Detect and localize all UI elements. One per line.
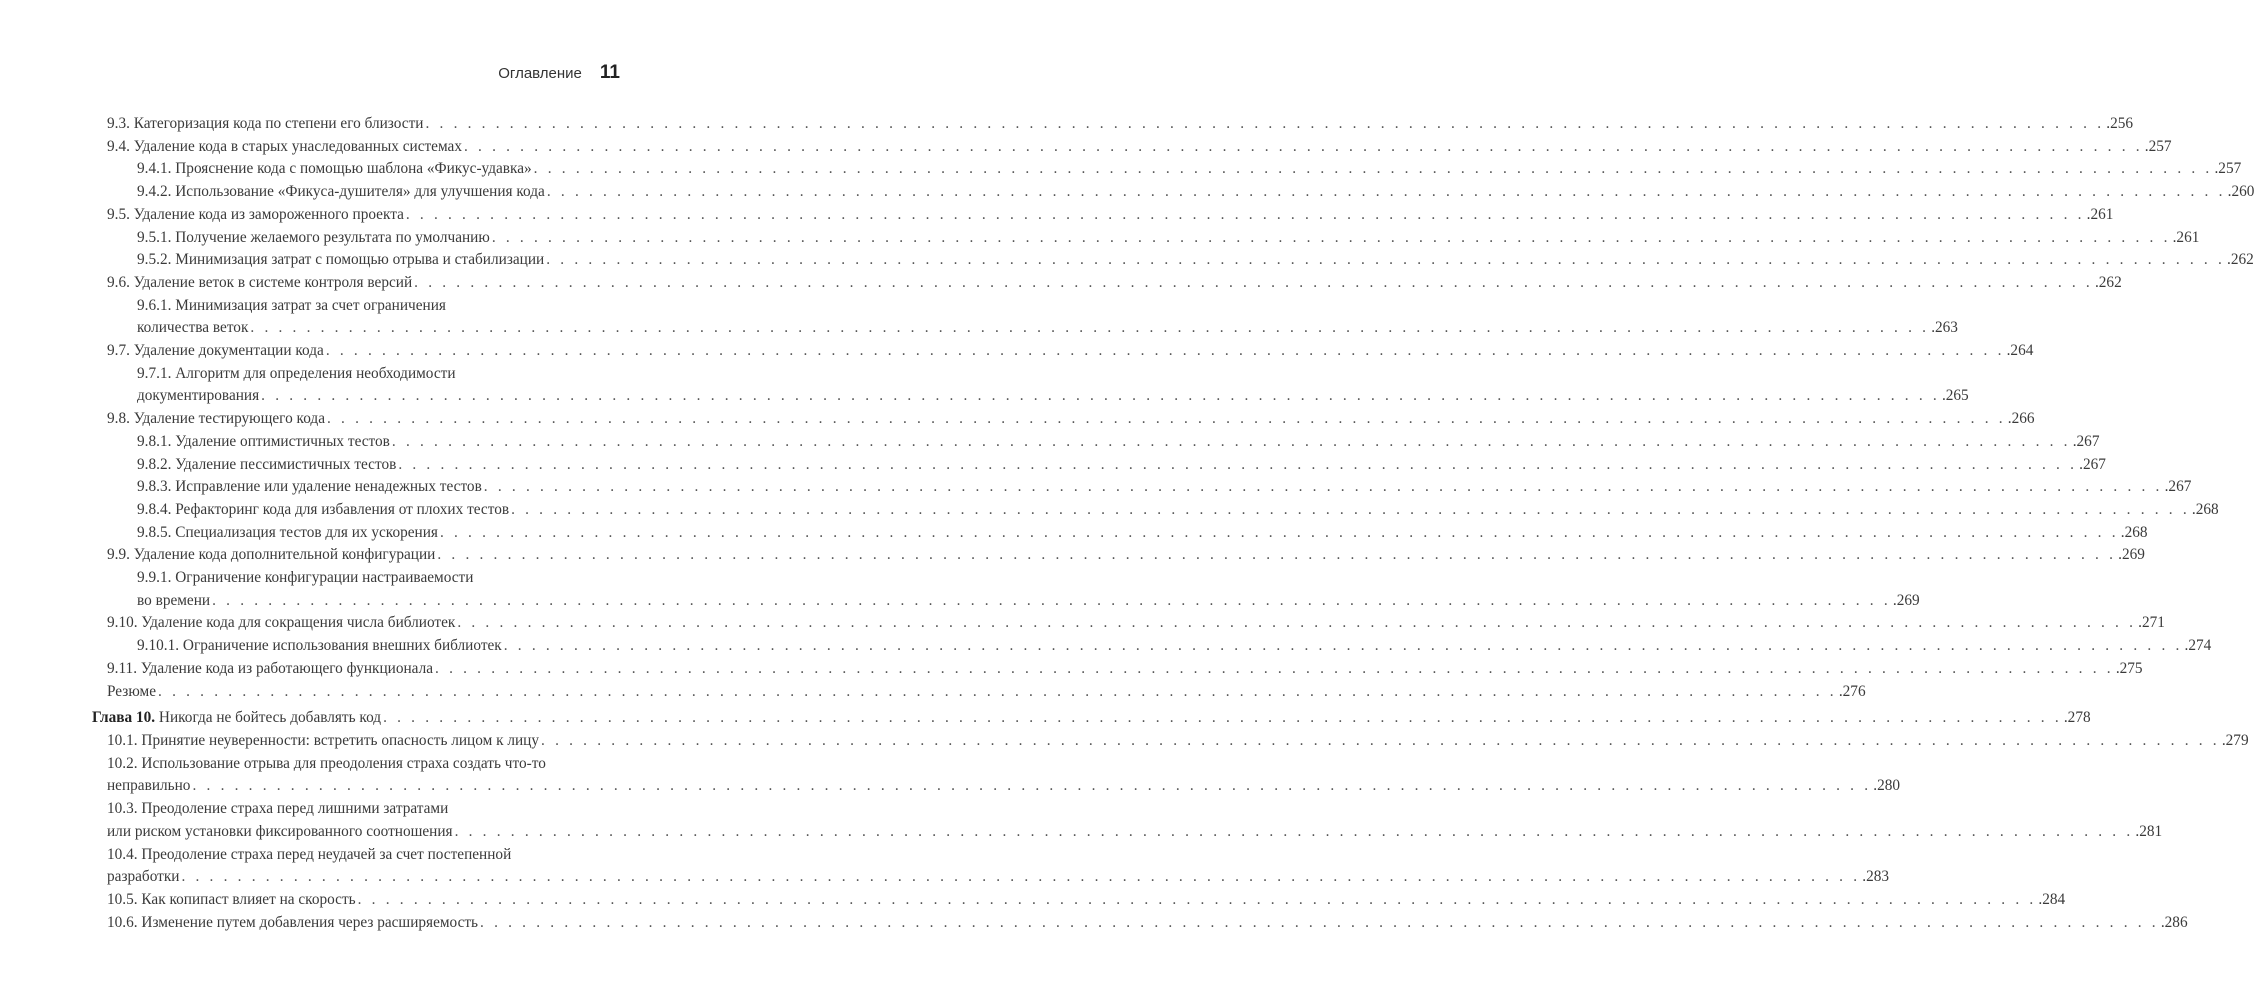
- dot-leader: . . . . . . . . . . . . . . . . . . . . . . . . . . . . . . . . . . . . . . . . . . . . . . . . . . . . . . . . . . . . . . . . . . . . . . . . . . . . . . . . . . . . . . . . . . . . . . . . . . . . . . . . . . . . . . . . . . . . . . . .: [326, 410, 2006, 428]
- toc-entry[interactable]: [0, 844, 1890, 889]
- toc-entry-title: 9.4.1. Прояснение кода с помощью шаблона «Фикус-удавка»: [137, 160, 532, 178]
- toc-entry[interactable]: [0, 476, 2192, 499]
- toc-entry-line: [137, 363, 621, 386]
- toc-entry-title: Никогда не бойтесь добавлять код: [158, 709, 382, 727]
- toc-entry-line: [137, 431, 2100, 454]
- toc-entry[interactable]: [0, 635, 2212, 658]
- toc-entry[interactable]: [0, 798, 2163, 843]
- toc-page-number: .284: [2038, 890, 2066, 908]
- toc-entry-line: [107, 136, 2172, 159]
- toc-entry[interactable]: [0, 249, 2254, 272]
- toc-entry[interactable]: [0, 136, 2172, 159]
- toc-entry-line: [137, 567, 621, 590]
- toc-entry[interactable]: [0, 181, 2254, 204]
- toc-page-number: .271: [2138, 614, 2165, 632]
- toc-page-number: .269: [1892, 591, 1920, 609]
- toc-entry[interactable]: [0, 158, 2242, 181]
- toc-page-number: .286: [2160, 913, 2188, 931]
- toc-page-number: .262: [2227, 251, 2254, 269]
- toc-page-number: .274: [2184, 637, 2212, 655]
- toc-entry-line: [137, 385, 1969, 408]
- dot-leader: . . . . . . . . . . . . . . . . . . . . . . . . . . . . . . . . . . . . . . . . . . . . . . . . . . . . . . . . . . . . . . . . . . . . . . . . . . . . . . . . . . . . . . . . . . . . . . . . . . . . . . . . . . . . . . . . . . . . . . . .: [439, 523, 2119, 541]
- toc-entry-line: [137, 249, 2254, 272]
- toc-page-number: .260: [2227, 183, 2254, 201]
- toc-entry-title: документирования: [137, 387, 260, 405]
- toc-page-number: .283: [1862, 868, 1890, 886]
- toc-entry-line: [107, 775, 1901, 798]
- toc-entry-line: [137, 499, 2219, 522]
- toc-page-number: .268: [2191, 500, 2219, 518]
- toc-page-number: .264: [2006, 342, 2034, 360]
- toc-entry[interactable]: [0, 408, 2035, 431]
- dot-leader: . . . . . . . . . . . . . . . . . . . . . . . . . . . . . . . . . . . . . . . . . . . . . . . . . . . . . . . . . . . . . . . . . . . . . . . . . . . . . . . . . . . . . . . . . . . . . . . . . . . . . . . . . . . . . . . . . . . . . . . .: [454, 822, 2134, 840]
- toc-entry-title: 10.1. Принятие неуверенности: встретить опасность лицом к лицу: [107, 731, 540, 749]
- toc-entry-title: 9.3. Категоризация кода по степени его близости: [107, 115, 424, 132]
- toc-entry[interactable]: [0, 912, 2188, 935]
- toc-entry-title: 9.10. Удаление кода для сокращения числа библиотек: [107, 614, 456, 632]
- toc-page-number: .262: [2094, 273, 2122, 291]
- toc-page-number: .265: [1941, 387, 1969, 405]
- toc-entry-line: [137, 476, 2192, 499]
- toc-entry[interactable]: [0, 730, 2249, 753]
- dot-leader: . . . . . . . . . . . . . . . . . . . . . . . . . . . . . . . . . . . . . . . . . . . . . . . . . . . . . . . . . . . . . . . . . . . . . . . . . . . . . . . . . . . . . . . . . . . . . . . . . . . . . . . . . . . . . . . . . . . . . . . .: [192, 777, 1872, 795]
- dot-leader: . . . . . . . . . . . . . . . . . . . . . . . . . . . . . . . . . . . . . . . . . . . . . . . . . . . . . . . . . . . . . . . . . . . . . . . . . . . . . . . . . . . . . . . . . . . . . . . . . . . . . . . . . . . . . . . . . . . . . . . .: [463, 137, 2143, 155]
- toc-entry-line: [107, 844, 621, 867]
- toc-entry-line: [107, 889, 2066, 912]
- dot-leader: . . . . . . . . . . . . . . . . . . . . . . . . . . . . . . . . . . . . . . . . . . . . . . . . . . . . . . . . . . . . . . . . . . . . . . . . . . . . . . . . . . . . . . . . . . . . . . . . . . . . . . . . . . . . . . . . . . . . . . . .: [357, 890, 2037, 908]
- dot-leader: . . . . . . . . . . . . . . . . . . . . . . . . . . . . . . . . . . . . . . . . . . . . . . . . . . . . . . . . . . . . . . . . . . . . . . . . . . . . . . . . . . . . . . . . . . . . . . . . . . . . . . . . . . . . . . . . . . . . . . . .: [212, 591, 1891, 609]
- toc-entry-line: [137, 522, 2148, 545]
- dot-leader: . . . . . . . . . . . . . . . . . . . . . . . . . . . . . . . . . . . . . . . . . . . . . . . . . . . . . . . . . . . . . . . . . . . . . . . . . . . . . . . . . . . . . . . . . . . . . . . . . . . . . . . . . . . . . . . . . . . . . . . .: [480, 913, 2159, 931]
- toc-entry-title: 10.6. Изменение путем добавления через расширяемость: [107, 913, 479, 931]
- toc-entry-title: 9.8.2. Удаление пессимистичных тестов: [137, 455, 397, 473]
- running-header-title: Оглавление: [498, 65, 582, 82]
- toc-page-number: .276: [1838, 682, 1866, 700]
- toc-entry-line: [107, 681, 1866, 704]
- toc-entry[interactable]: [0, 227, 2200, 250]
- toc-entry-title: 9.4.2. Использование «Фикуса-душителя» для улучшения кода: [137, 183, 545, 201]
- toc-page-number: .268: [2120, 523, 2148, 541]
- toc-entry-title: 9.9.1. Ограничение конфигурации настраиваемости: [137, 569, 474, 587]
- toc-page-number: .280: [1873, 777, 1901, 795]
- toc-page-number: .275: [2115, 659, 2143, 677]
- toc-entry-line: [107, 204, 2114, 227]
- dot-leader: . . . . . . . . . . . . . . . . . . . . . . . . . . . . . . . . . . . . . . . . . . . . . . . . . . . . . . . . . . . . . . . . . . . . . . . . . . . . . . . . . . . . . . . . . . . . . . . . . . . . . . . . . . . . . . . . . . . . . . . .: [483, 478, 2163, 496]
- toc-entry-title: 9.8.4. Рефакторинг кода для избавления от плохих тестов: [137, 500, 510, 518]
- table-of-contents: [0, 113, 2254, 934]
- toc-page-number: .263: [1931, 319, 1958, 337]
- toc-entry-title: или риском установки фиксированного соотношения: [107, 822, 453, 840]
- toc-entry-line: [107, 612, 2165, 635]
- toc-entry[interactable]: [0, 340, 2034, 363]
- toc-entry-title: 10.4. Преодоление страха перед неудачей за счет постепенной: [107, 845, 512, 863]
- toc-page-number: .261: [2172, 228, 2200, 246]
- dot-leader: . . . . . . . . . . . . . . . . . . . . . . . . . . . . . . . . . . . . . . . . . . . . . . . . . . . . . . . . . . . . . . . . . . . . . . . . . . . . . . . . . . . . . . . . . . . . . . . . . . . . . . . . . . . . . . . . . . . . . . . .: [511, 500, 2190, 518]
- dot-leader: . . . . . . . . . . . . . . . . . . . . . . . . . . . . . . . . . . . . . . . . . . . . . . . . . . . . . . . . . . . . . . . . . . . . . . . . . . . . . . . . . . . . . . . . . . . . . . . . . . . . . . . . . . . . . . . . . . . . . . . .: [503, 637, 2183, 655]
- toc-page-number: .267: [2164, 478, 2192, 496]
- toc-entry[interactable]: [0, 363, 1969, 408]
- toc-page-number: .278: [2063, 709, 2091, 727]
- toc-entry[interactable]: [0, 567, 1920, 612]
- toc-entry-title: во времени: [137, 591, 211, 609]
- dot-leader: . . . . . . . . . . . . . . . . . . . . . . . . . . . . . . . . . . . . . . . . . . . . . . . . . . . . . . . . . . . . . . . . . . . . . . . . . . . . . . . . . . . . . . . . . . . . . . . . . . . . . . . . . . . . . . . . . . . . . . . .: [414, 273, 2093, 291]
- toc-entry-title: 9.7. Удаление документации кода: [107, 342, 324, 360]
- toc-entry-title: 9.8.5. Специализация тестов для их ускорения: [137, 523, 438, 541]
- toc-entry[interactable]: [0, 295, 1958, 340]
- toc-entry-line: [107, 866, 1890, 889]
- toc-entry-line: [92, 707, 2091, 730]
- toc-entry-title: Резюме: [107, 682, 157, 700]
- running-header: [498, 62, 620, 84]
- toc-entry[interactable]: [0, 204, 2114, 227]
- toc-entry-title: 9.8.3. Исправление или удаление ненадежных тестов: [137, 478, 482, 496]
- dot-leader: . . . . . . . . . . . . . . . . . . . . . . . . . . . . . . . . . . . . . . . . . . . . . . . . . . . . . . . . . . . . . . . . . . . . . . . . . . . . . . . . . . . . . . . . . . . . . . . . . . . . . . . . . . . . . . . . . . . . . . . .: [533, 160, 2213, 178]
- dot-leader: . . . . . . . . . . . . . . . . . . . . . . . . . . . . . . . . . . . . . . . . . . . . . . . . . . . . . . . . . . . . . . . . . . . . . . . . . . . . . . . . . . . . . . . . . . . . . . . . . . . . . . . . . . . . . . . . . . . . . . . .: [383, 709, 2062, 727]
- toc-page-number: .266: [2007, 410, 2035, 428]
- toc-entry-line: [107, 912, 2188, 935]
- toc-entry-line: [107, 544, 2145, 567]
- toc-entry-title: 10.5. Как копипаст влияет на скорость: [107, 890, 356, 908]
- toc-entry-line: [137, 227, 2200, 250]
- toc-entry-title: 9.8. Удаление тестирующего кода: [107, 410, 325, 428]
- toc-entry-title: 9.9. Удаление кода дополнительной конфигурации: [107, 546, 436, 564]
- chapter-label: Глава 10.: [92, 709, 156, 727]
- dot-leader: . . . . . . . . . . . . . . . . . . . . . . . . . . . . . . . . . . . . . . . . . . . . . . . . . . . . . . . . . . . . . . . . . . . . . . . . . . . . . . . . . . . . . . . . . . . . . . . . . . . . . . . . . . . . . . . . . . . . . . . .: [261, 387, 1940, 405]
- toc-entry-title: 9.10.1. Ограничение использования внешних библиотек: [137, 637, 502, 655]
- toc-entry[interactable]: [0, 113, 2134, 136]
- toc-entry-title: 9.11. Удаление кода из работающего функционала: [107, 659, 434, 677]
- toc-entry[interactable]: [0, 431, 2100, 454]
- toc-entry-line: [107, 730, 2249, 753]
- toc-entry-title: 9.5.1. Получение желаемого результата по умолчанию: [137, 228, 490, 246]
- dot-leader: . . . . . . . . . . . . . . . . . . . . . . . . . . . . . . . . . . . . . . . . . . . . . . . . . . . . . . . . . . . . . . . . . . . . . . . . . . . . . . . . . . . . . . . . . . . . . . . . . . . . . . . . . . . . . . . . . . . . . . . .: [437, 546, 2117, 564]
- toc-entry[interactable]: [0, 681, 1866, 704]
- toc-entry[interactable]: [0, 522, 2148, 545]
- toc-entry-line: [137, 181, 2254, 204]
- toc-entry-line: [137, 590, 1920, 613]
- toc-page-number: .269: [2118, 546, 2145, 564]
- toc-chapter-entry[interactable]: [0, 707, 2091, 730]
- toc-entry-title: 9.5.2. Минимизация затрат с помощью отрыва и стабилизации: [137, 251, 545, 269]
- toc-entry-line: [107, 658, 2143, 681]
- toc-page-number: .257: [2214, 160, 2242, 178]
- toc-entry[interactable]: [0, 454, 2106, 477]
- dot-leader: . . . . . . . . . . . . . . . . . . . . . . . . . . . . . . . . . . . . . . . . . . . . . . . . . . . . . . . . . . . . . . . . . . . . . . . . . . . . . . . . . . . . . . . . . . . . . . . . . . . . . . . . . . . . . . . . . . . . . . . .: [405, 205, 2085, 223]
- dot-leader: . . . . . . . . . . . . . . . . . . . . . . . . . . . . . . . . . . . . . . . . . . . . . . . . . . . . . . . . . . . . . . . . . . . . . . . . . . . . . . . . . . . . . . . . . . . . . . . . . . . . . . . . . . . . . . . . . . . . . . . .: [546, 251, 2226, 269]
- toc-entry-line: [107, 272, 2122, 295]
- toc-entry[interactable]: [0, 544, 2145, 567]
- toc-entry-line: [137, 454, 2106, 477]
- page-number: 11: [599, 62, 620, 83]
- toc-page-number: .279: [2221, 731, 2249, 749]
- toc-entry-line: [107, 821, 2163, 844]
- toc-entry[interactable]: [0, 499, 2219, 522]
- toc-entry[interactable]: [0, 889, 2066, 912]
- toc-entry-line: [107, 753, 621, 776]
- toc-page-number: .256: [2106, 115, 2134, 132]
- dot-leader: . . . . . . . . . . . . . . . . . . . . . . . . . . . . . . . . . . . . . . . . . . . . . . . . . . . . . . . . . . . . . . . . . . . . . . . . . . . . . . . . . . . . . . . . . . . . . . . . . . . . . . . . . . . . . . . . . . . . . . . .: [541, 731, 2220, 749]
- toc-entry[interactable]: [0, 612, 2165, 635]
- toc-entry-title: 9.5. Удаление кода из замороженного проекта: [107, 205, 404, 223]
- toc-entry-title: 10.3. Преодоление страха перед лишними затратами: [107, 800, 449, 818]
- toc-entry-title: 9.8.1. Удаление оптимистичных тестов: [137, 432, 390, 450]
- toc-entry-line: [107, 798, 621, 821]
- toc-page-number: .267: [2079, 455, 2106, 473]
- toc-entry-title: 9.4. Удаление кода в старых унаследованных системах: [107, 137, 462, 155]
- toc-entry-line: [137, 295, 621, 318]
- dot-leader: . . . . . . . . . . . . . . . . . . . . . . . . . . . . . . . . . . . . . . . . . . . . . . . . . . . . . . . . . . . . . . . . . . . . . . . . . . . . . . . . . . . . . . . . . . . . . . . . . . . . . . . . . . . . . . . . . . . . . . . .: [158, 682, 1837, 700]
- toc-entry-title: 9.6. Удаление веток в системе контроля версий: [107, 273, 413, 291]
- toc-entry-line: [107, 408, 2035, 431]
- toc-entry-title: 9.6.1. Минимизация затрат за счет ограничения: [137, 296, 446, 314]
- toc-entry-line: [107, 340, 2034, 363]
- toc-entry-title: разработки: [107, 868, 180, 886]
- toc-entry[interactable]: [0, 272, 2122, 295]
- toc-entry-line: [107, 113, 2134, 136]
- toc-entry-title: неправильно: [107, 777, 191, 795]
- dot-leader: . . . . . . . . . . . . . . . . . . . . . . . . . . . . . . . . . . . . . . . . . . . . . . . . . . . . . . . . . . . . . . . . . . . . . . . . . . . . . . . . . . . . . . . . . . . . . . . . . . . . . . . . . . . . . . . . . . . . . . . .: [425, 115, 2105, 132]
- toc-page-number: .267: [2072, 432, 2100, 450]
- toc-page-number: .257: [2144, 137, 2172, 155]
- toc-entry[interactable]: [0, 753, 1901, 798]
- toc-entry-title: 10.2. Использование отрыва для преодоления страха создать что-то: [107, 754, 546, 772]
- dot-leader: . . . . . . . . . . . . . . . . . . . . . . . . . . . . . . . . . . . . . . . . . . . . . . . . . . . . . . . . . . . . . . . . . . . . . . . . . . . . . . . . . . . . . . . . . . . . . . . . . . . . . . . . . . . . . . . . . . . . . . . .: [250, 319, 1930, 337]
- dot-leader: . . . . . . . . . . . . . . . . . . . . . . . . . . . . . . . . . . . . . . . . . . . . . . . . . . . . . . . . . . . . . . . . . . . . . . . . . . . . . . . . . . . . . . . . . . . . . . . . . . . . . . . . . . . . . . . . . . . . . . . .: [398, 455, 2078, 473]
- dot-leader: . . . . . . . . . . . . . . . . . . . . . . . . . . . . . . . . . . . . . . . . . . . . . . . . . . . . . . . . . . . . . . . . . . . . . . . . . . . . . . . . . . . . . . . . . . . . . . . . . . . . . . . . . . . . . . . . . . . . . . . .: [491, 228, 2171, 246]
- dot-leader: . . . . . . . . . . . . . . . . . . . . . . . . . . . . . . . . . . . . . . . . . . . . . . . . . . . . . . . . . . . . . . . . . . . . . . . . . . . . . . . . . . . . . . . . . . . . . . . . . . . . . . . . . . . . . . . . . . . . . . . .: [391, 432, 2071, 450]
- toc-page-number: .281: [2135, 822, 2163, 840]
- toc-entry-line: [137, 317, 1958, 340]
- toc-page-number: .261: [2086, 205, 2114, 223]
- toc-entry-title: количества веток: [137, 319, 249, 337]
- toc-entry-line: [137, 635, 2212, 658]
- dot-leader: . . . . . . . . . . . . . . . . . . . . . . . . . . . . . . . . . . . . . . . . . . . . . . . . . . . . . . . . . . . . . . . . . . . . . . . . . . . . . . . . . . . . . . . . . . . . . . . . . . . . . . . . . . . . . . . . . . . . . . . .: [325, 342, 2005, 360]
- dot-leader: . . . . . . . . . . . . . . . . . . . . . . . . . . . . . . . . . . . . . . . . . . . . . . . . . . . . . . . . . . . . . . . . . . . . . . . . . . . . . . . . . . . . . . . . . . . . . . . . . . . . . . . . . . . . . . . . . . . . . . . .: [457, 614, 2137, 632]
- dot-leader: . . . . . . . . . . . . . . . . . . . . . . . . . . . . . . . . . . . . . . . . . . . . . . . . . . . . . . . . . . . . . . . . . . . . . . . . . . . . . . . . . . . . . . . . . . . . . . . . . . . . . . . . . . . . . . . . . . . . . . . .: [181, 868, 1861, 886]
- toc-entry-title: 9.7.1. Алгоритм для определения необходимости: [137, 364, 456, 382]
- toc-entry[interactable]: [0, 658, 2143, 681]
- dot-leader: . . . . . . . . . . . . . . . . . . . . . . . . . . . . . . . . . . . . . . . . . . . . . . . . . . . . . . . . . . . . . . . . . . . . . . . . . . . . . . . . . . . . . . . . . . . . . . . . . . . . . . . . . . . . . . . . . . . . . . . .: [435, 659, 2114, 677]
- toc-entry-line: [137, 158, 2242, 181]
- dot-leader: . . . . . . . . . . . . . . . . . . . . . . . . . . . . . . . . . . . . . . . . . . . . . . . . . . . . . . . . . . . . . . . . . . . . . . . . . . . . . . . . . . . . . . . . . . . . . . . . . . . . . . . . . . . . . . . . . . . . . . . .: [546, 183, 2226, 201]
